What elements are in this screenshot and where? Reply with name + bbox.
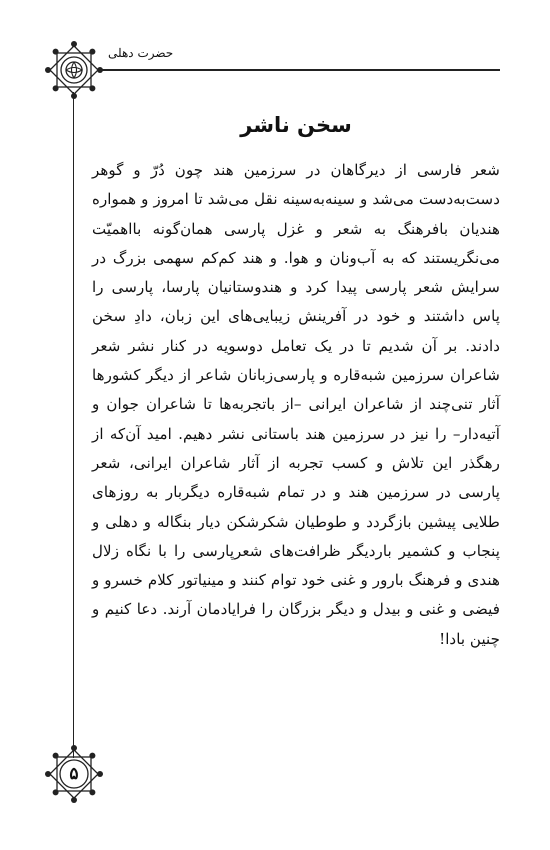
body-text <box>92 156 500 654</box>
header-rule <box>100 69 500 71</box>
margin-rule <box>73 92 74 758</box>
body-paragraph: شعر فارسی از دیرگاهان در سرزمین هند چون دُرّ و گوهر دست‌به‌دست می‌شد و سینه‌به‌سینه نقل می‌شد تا امروز و همواره هندیان بافرهنگ به شعر و غزل پارسی همان‌گونه بااهمیّت می‌نگریستند که به آب‌ونان و هوا. و هند کم‌کم سهمی بزرگ در سرایش شعر پارسی پیدا کرد و هندوستانیان پارسا، پارسی را پاس داشتند و خود در آفرینش زیبایی‌های این زبان، دادِ سخن دادند. بر آن شدیم تا در یک تعامل دوسویه در کنار نشر شعر شاعران سرزمین شبه‌قاره و پارسی‌زبانان شاعر از دیگر کشورها آثار تنی‌چند از شاعران ایرانی –از باتجربه‌ها تا شاعران جوان و آتیه‌دار– را نیز در سرزمین هند باستانی نشر دهیم. امید آن‌که از رهگذر این تلاش و کسب تجربه از آثار شاعران ایرانی، شعر پارسی در سرزمین هند و در تمام شبه‌قاره دیگربار به روزهای طلایی پیشین بازگردد و طوطیان شکرشکن دیار بنگاله و دهلی و پنجاب و کشمیر باردیگر ظرافت‌های شعرپارسی را با نگاه زلال هندی و فرهنگ بارور و غنی خود توام کنند و مینیاتور کلام خسرو و فیضی و غنی و بیدل و دیگر بزرگان را فرایادمان آرند. دعا کنیم و چنین بادا! <box>92 161 500 648</box>
page-title: سخن ناشر <box>240 113 352 137</box>
running-head: حضرت دهلی <box>108 46 174 60</box>
rosette-ornament-top-icon <box>44 40 104 100</box>
page-number: ۵ <box>69 764 79 784</box>
